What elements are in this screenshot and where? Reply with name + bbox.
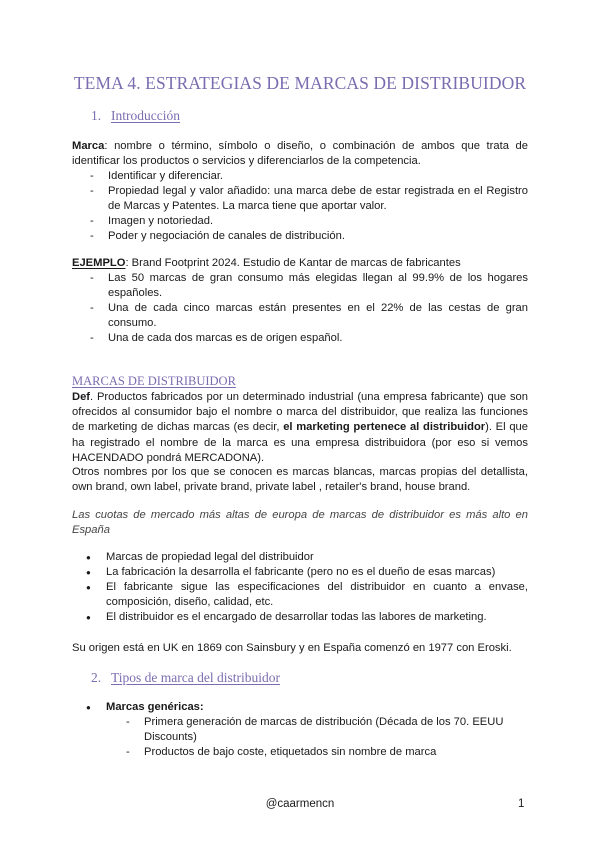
marca-definition-text: : nombre o término, símbolo o diseño, o combinación de ambos que trata de identificar los productos o servicios y diferenciarlos de la competencia. xyxy=(72,140,528,168)
mdd-definition xyxy=(72,390,528,466)
section-2-heading xyxy=(91,670,280,686)
page-number: 1 xyxy=(518,798,525,810)
italic-note: Las cuotas de mercado más altas de europa de marcas de distribuidor es más alto en España xyxy=(72,509,528,537)
section-1-heading xyxy=(91,108,180,124)
section-2-number: 2. xyxy=(91,670,102,685)
list-item: - Una de cada dos marcas es de origen español. xyxy=(108,331,528,346)
def-text-2: ). El que ha registrado el nombre de la marca es una empresa distribuidora (por eso si vemos HACENDADO pondrá MERCADONA). xyxy=(72,421,528,464)
generic-brands-label: Marcas genéricas: xyxy=(106,701,204,713)
ejemplo-text: : Brand Footprint 2024. Estudio de Kantar de marcas de fabricantes xyxy=(125,257,461,269)
list-item: - Primera generación de marcas de distribución (Década de los 70. EEUU Discounts) xyxy=(144,715,528,745)
list-item xyxy=(106,700,528,715)
section-1-number: 1. xyxy=(91,108,102,123)
def-bold-text: el marketing pertenece al distribuidor xyxy=(283,421,486,434)
list-item: ● El fabricante sigue las especificaciones del distribuidor en cuanto a envase, composición, diseño, calidad, etc. xyxy=(106,580,528,610)
origin-paragraph: Su origen está en UK en 1869 con Sainsbury y en España comenzó en 1977 con Eroski. xyxy=(72,642,512,654)
other-names-paragraph: Otros nombres por los que se conocen es marcas blancas, marcas propias del detallista, own brand, own label, private brand, private label , retailer's brand, house brand. xyxy=(72,466,528,494)
list-item: - Las 50 marcas de gran consumo más elegidas llegan al 99.9% de los hogares españoles. xyxy=(108,271,528,301)
list-item: ● El distribuidor es el encargado de desarrollar todas las labores de marketing. xyxy=(106,610,528,625)
page-title: TEMA 4. ESTRATEGIAS DE MARCAS DE DISTRIBUIDOR xyxy=(73,73,527,93)
list-item: - Una de cada cinco marcas están presentes en el 22% de las cestas de gran consumo. xyxy=(108,301,528,331)
section-1-title: Introducción xyxy=(111,108,180,123)
def-label: Def xyxy=(72,391,91,403)
mdd-heading: MARCAS DE DISTRIBUIDOR xyxy=(72,374,236,388)
list-item: - Propiedad legal y valor añadido: una marca debe de estar registrada en el Registro de Marcas y Patentes. La marca tiene que aportar valor. xyxy=(108,184,528,214)
list-item: - Imagen y notoriedad. xyxy=(108,214,528,229)
list-item: ● Marcas de propiedad legal del distribuidor xyxy=(106,550,528,565)
section-2-title: Tipos de marca del distribuidor xyxy=(111,670,280,685)
marca-definition xyxy=(72,139,528,169)
marca-term: Marca xyxy=(72,140,105,152)
def-text-1: . Productos fabricados por un determinado industrial (una empresa fabricante) que son ofrecidos al consumidor bajo el nombre o marca del distribuidor, que realiza las funciones de marketing de dichas marcas (es decir, xyxy=(72,391,528,434)
footer-author: @caarmencn xyxy=(265,798,335,810)
list-item: - Poder y negociación de canales de distribución. xyxy=(108,229,528,244)
ejemplo-line xyxy=(72,256,528,271)
list-item: ● La fabricación la desarrolla el fabricante (pero no es el dueño de esas marcas) xyxy=(106,565,528,580)
list-item: - Productos de bajo coste, etiquetados sin nombre de marca xyxy=(144,745,528,760)
list-item: - Identificar y diferenciar. xyxy=(108,169,528,184)
ejemplo-label: EJEMPLO xyxy=(72,257,126,269)
